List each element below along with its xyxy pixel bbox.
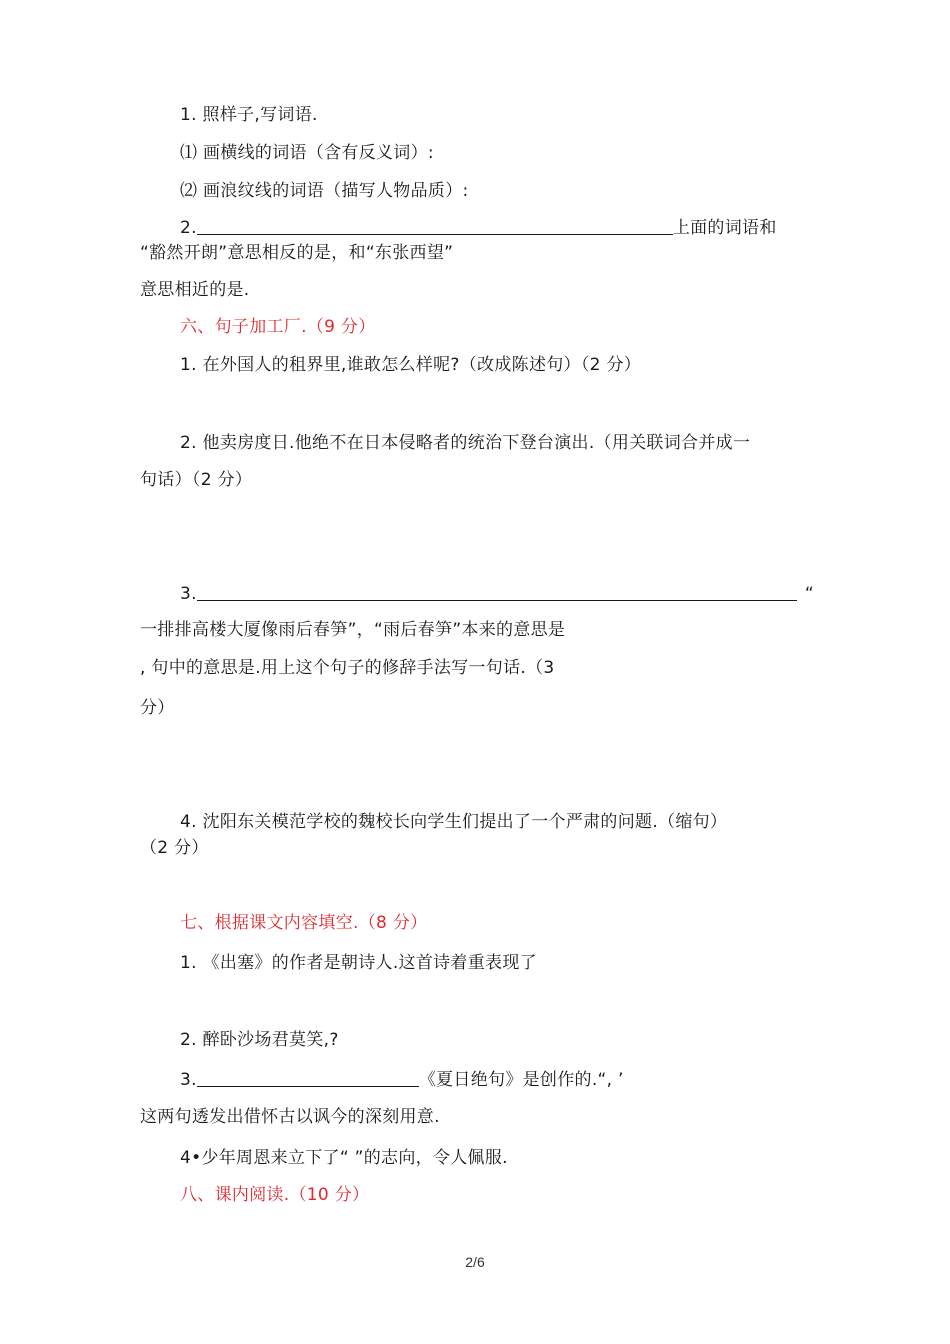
question-7-1: 1. 《出塞》的作者是朝诗人.这首诗着重表现了	[180, 953, 537, 973]
question-6-3-line2: 一排排高楼大厦像雨后春笋”，“雨后春笋”本来的意思是	[140, 620, 566, 640]
question-5-1a: ⑴ 画横线的词语（含有反义词）:	[180, 143, 434, 163]
question-6-2-line1: 2. 他卖房度日.他绝不在日本侵略者的统治下登台演出.（用关联词合并成一	[180, 433, 751, 453]
section-6-heading: 六、句子加工厂.（9 分）	[180, 317, 376, 337]
question-5-2-number: 2.	[180, 218, 197, 238]
answer-blank	[197, 1068, 419, 1087]
question-5-2-text: 上面的词语和	[672, 218, 777, 238]
section-7-heading: 七、根据课文内容填空.（8 分）	[180, 913, 428, 933]
question-6-4-line1: 4. 沈阳东关模范学校的魏校长向学生们提出了一个严肃的问题.（缩句）	[180, 812, 728, 832]
question-7-2: 2. 醉卧沙场君莫笑,?	[180, 1030, 339, 1050]
answer-blank	[197, 582, 797, 601]
question-5-2	[180, 216, 777, 239]
section-8-heading: 八、课内阅读.（10 分）	[180, 1185, 370, 1205]
question-6-3	[180, 582, 814, 605]
question-6-1: 1. 在外国人的租界里,谁敢怎么样呢?（改成陈述句）（2 分）	[180, 355, 642, 375]
opening-quote: “	[804, 584, 814, 604]
question-7-3-number: 3.	[180, 1070, 197, 1090]
question-7-3	[180, 1068, 624, 1091]
answer-blank	[197, 216, 673, 235]
question-5-2-line3: 意思相近的是.	[140, 280, 250, 300]
question-6-4-line2: （2 分）	[140, 838, 209, 858]
question-5-1b: ⑵ 画浪纹线的词语（描写人物品质）:	[180, 181, 469, 201]
question-5-2-line2: “豁然开朗”意思相反的是，和“东张西望”	[140, 243, 454, 263]
question-7-3-line2: 这两句透发出借怀古以讽今的深刻用意.	[140, 1107, 440, 1127]
question-6-3-line4: 分）	[140, 698, 175, 718]
question-7-4: 4•少年周恩来立下了“ ”的志向，令人佩服.	[180, 1148, 508, 1168]
page-number: 2/6	[465, 1254, 485, 1270]
question-5-1: 1. 照样子,写词语.	[180, 105, 318, 125]
question-6-2-line2: 句话）（2 分）	[140, 470, 253, 490]
question-6-3-number: 3.	[180, 584, 197, 604]
question-7-3-text: 《夏日绝句》是创作的.“, ’	[418, 1070, 624, 1090]
question-6-3-line3: , 句中的意思是.用上这个句子的修辞手法写一句话.（3	[140, 658, 555, 678]
